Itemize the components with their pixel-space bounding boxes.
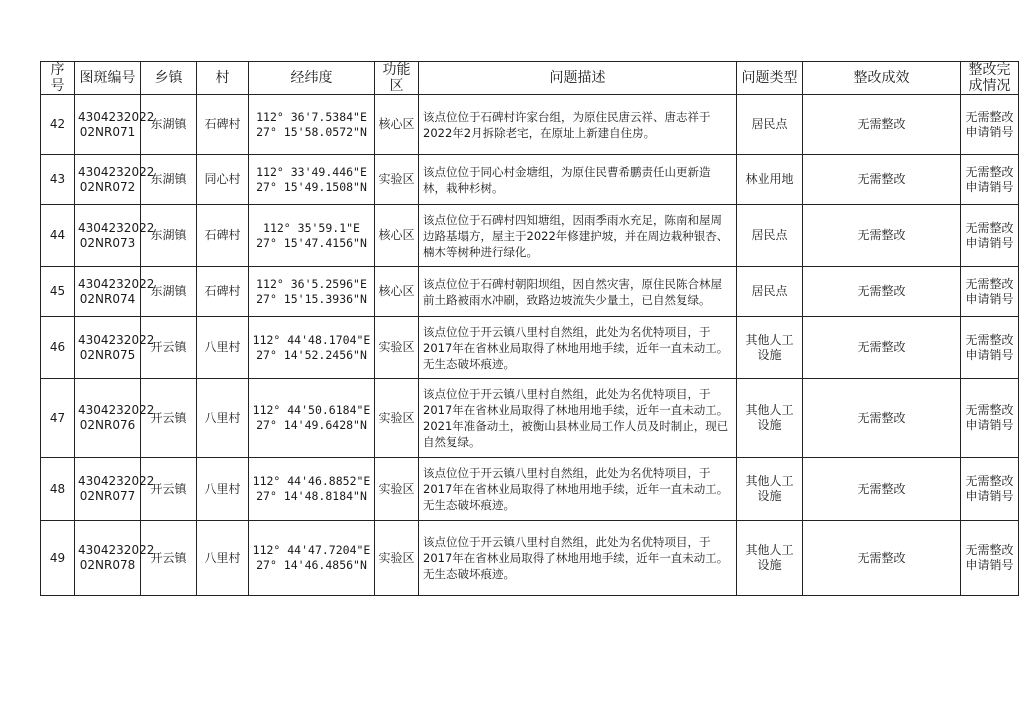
patch-code: 4304232022 02NR078 <box>75 521 141 596</box>
header-status-line2: 成情况 <box>968 78 1011 94</box>
effect-cell: 无需整改 <box>803 267 961 317</box>
village-cell: 石碑村 <box>197 205 249 267</box>
type-cell: 其他人工 设施 <box>737 379 803 458</box>
zone-cell: 核心区 <box>375 95 419 155</box>
village-cell: 八里村 <box>197 458 249 521</box>
type-cell: 居民点 <box>737 267 803 317</box>
row-number: 42 <box>41 95 75 155</box>
row-number: 45 <box>41 267 75 317</box>
zone-cell: 核心区 <box>375 205 419 267</box>
row-number: 43 <box>41 155 75 205</box>
coordinates-cell: 112° 35'59.1"E 27° 15'47.4156"N <box>249 205 375 267</box>
town-cell: 东湖镇 <box>141 95 197 155</box>
coordinates-cell: 112° 44'48.1704"E 27° 14'52.2456"N <box>249 317 375 379</box>
status-cell: 无需整改 申请销号 <box>961 155 1019 205</box>
zone-cell: 实验区 <box>375 155 419 205</box>
village-cell: 石碑村 <box>197 267 249 317</box>
table-row <box>41 95 1019 155</box>
type-cell: 居民点 <box>737 95 803 155</box>
coordinates-cell: 112° 36'7.5384"E 27° 15'58.0572"N <box>249 95 375 155</box>
table-row <box>41 458 1019 521</box>
village-cell: 八里村 <box>197 379 249 458</box>
effect-cell: 无需整改 <box>803 155 961 205</box>
village-cell: 八里村 <box>197 521 249 596</box>
status-cell: 无需整改 申请销号 <box>961 95 1019 155</box>
coordinates-cell: 112° 44'46.8852"E 27° 14'48.8184"N <box>249 458 375 521</box>
status-cell: 无需整改 申请销号 <box>961 458 1019 521</box>
patch-code: 4304232022 02NR075 <box>75 317 141 379</box>
header-zone: 功能区 <box>375 62 419 95</box>
effect-cell: 无需整改 <box>803 205 961 267</box>
type-cell: 林业用地 <box>737 155 803 205</box>
table-row <box>41 267 1019 317</box>
row-number: 46 <box>41 317 75 379</box>
coordinates-cell: 112° 44'47.7204"E 27° 14'46.4856"N <box>249 521 375 596</box>
header-row <box>41 62 1019 95</box>
table-row <box>41 379 1019 458</box>
village-cell: 八里村 <box>197 317 249 379</box>
status-cell: 无需整改 申请销号 <box>961 317 1019 379</box>
type-cell: 其他人工 设施 <box>737 521 803 596</box>
village-cell: 石碑村 <box>197 95 249 155</box>
effect-cell: 无需整改 <box>803 521 961 596</box>
effect-cell: 无需整改 <box>803 458 961 521</box>
town-cell: 开云镇 <box>141 379 197 458</box>
town-cell: 东湖镇 <box>141 155 197 205</box>
header-no: 序号 <box>41 62 75 95</box>
status-cell: 无需整改 申请销号 <box>961 267 1019 317</box>
patch-code: 4304232022 02NR076 <box>75 379 141 458</box>
town-cell: 开云镇 <box>141 521 197 596</box>
problem-table <box>40 61 1019 596</box>
zone-cell: 实验区 <box>375 317 419 379</box>
description-cell: 该点位位于同心村金塘组，为原住民曹希鹏责任山更新造林，栽种杉树。 <box>419 155 737 205</box>
description-cell: 该点位位于开云镇八里村自然组，此处为名优特项目，于2017年在省林业局取得了林地用地手续，近年一直未动工。无生态破坏痕迹。 <box>419 317 737 379</box>
header-description: 问题描述 <box>419 62 737 95</box>
description-cell: 该点位位于石碑村许家台组，为原住民唐云祥、唐志祥于2022年2月拆除老宅，在原址上新建自住房。 <box>419 95 737 155</box>
zone-cell: 实验区 <box>375 521 419 596</box>
header-status <box>961 62 1019 95</box>
description-cell: 该点位位于开云镇八里村自然组，此处为名优特项目，于2017年在省林业局取得了林地用地手续，近年一直未动工。无生态破坏痕迹。 <box>419 521 737 596</box>
status-cell: 无需整改 申请销号 <box>961 205 1019 267</box>
header-village: 村 <box>197 62 249 95</box>
header-effect: 整改成效 <box>803 62 961 95</box>
row-number: 49 <box>41 521 75 596</box>
row-number: 47 <box>41 379 75 458</box>
table-row <box>41 521 1019 596</box>
description-cell: 该点位位于开云镇八里村自然组，此处为名优特项目，于2017年在省林业局取得了林地用地手续，近年一直未动工。无生态破坏痕迹。 <box>419 458 737 521</box>
zone-cell: 实验区 <box>375 458 419 521</box>
description-cell: 该点位位于石碑村四知塘组，因雨季雨水充足，陈南和屋周边路基塌方，屋主于2022年修建护坡，并在周边栽种银杏、楠木等树种进行绿化。 <box>419 205 737 267</box>
header-town: 乡镇 <box>141 62 197 95</box>
patch-code: 4304232022 02NR074 <box>75 267 141 317</box>
table-row <box>41 317 1019 379</box>
town-cell: 开云镇 <box>141 317 197 379</box>
header-type: 问题类型 <box>737 62 803 95</box>
status-cell: 无需整改 申请销号 <box>961 379 1019 458</box>
effect-cell: 无需整改 <box>803 317 961 379</box>
patch-code: 4304232022 02NR071 <box>75 95 141 155</box>
status-cell: 无需整改 申请销号 <box>961 521 1019 596</box>
coordinates-cell: 112° 36'5.2596"E 27° 15'15.3936"N <box>249 267 375 317</box>
table-row <box>41 155 1019 205</box>
coordinates-cell: 112° 33'49.446"E 27° 15'49.1508"N <box>249 155 375 205</box>
description-cell: 该点位位于开云镇八里村自然组，此处为名优特项目，于2017年在省林业局取得了林地用地手续，近年一直未动工。 2021年准备动土，被衡山县林业局工作人员及时制止，现已自然复绿。 <box>419 379 737 458</box>
header-status-line1: 整改完 <box>968 62 1011 78</box>
effect-cell: 无需整改 <box>803 379 961 458</box>
patch-code: 4304232022 02NR077 <box>75 458 141 521</box>
type-cell: 其他人工 设施 <box>737 458 803 521</box>
town-cell: 东湖镇 <box>141 205 197 267</box>
type-cell: 居民点 <box>737 205 803 267</box>
coordinates-cell: 112° 44'50.6184"E 27° 14'49.6428"N <box>249 379 375 458</box>
village-cell: 同心村 <box>197 155 249 205</box>
table-row <box>41 205 1019 267</box>
town-cell: 开云镇 <box>141 458 197 521</box>
row-number: 44 <box>41 205 75 267</box>
patch-code: 4304232022 02NR073 <box>75 205 141 267</box>
zone-cell: 核心区 <box>375 267 419 317</box>
patch-code: 4304232022 02NR072 <box>75 155 141 205</box>
header-code: 图斑编号 <box>75 62 141 95</box>
effect-cell: 无需整改 <box>803 95 961 155</box>
description-cell: 该点位位于石碑村朝阳坝组，因自然灾害，原住民陈合林屋前土路被雨水冲刷，致路边坡流失少量土，已自然复绿。 <box>419 267 737 317</box>
type-cell: 其他人工 设施 <box>737 317 803 379</box>
town-cell: 东湖镇 <box>141 267 197 317</box>
row-number: 48 <box>41 458 75 521</box>
zone-cell: 实验区 <box>375 379 419 458</box>
header-coordinates: 经纬度 <box>249 62 375 95</box>
